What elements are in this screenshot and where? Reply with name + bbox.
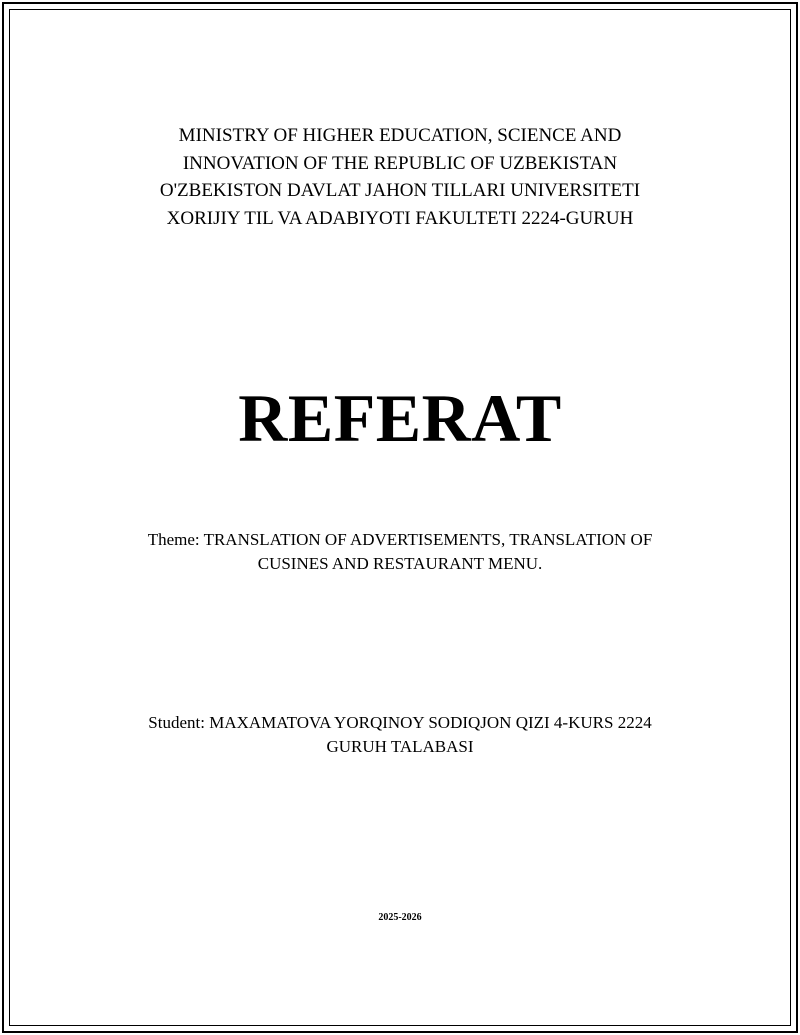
student-line-1: Student: MAXAMATOVA YORQINOY SODIQJON QIZI 4-KURS 2224 bbox=[148, 713, 652, 732]
academic-year: 2025-2026 bbox=[378, 912, 422, 923]
theme-line-1: Theme: TRANSLATION OF ADVERTISEMENTS, TRANSLATION OF bbox=[147, 530, 653, 549]
institution-line-3: O'ZBEKISTON DAVLAT JAHON TILLARI UNIVERSITETI bbox=[159, 180, 641, 201]
institution-line-4: XORIJIY TIL VA ADABIYOTI FAKULTETI 2224-GURUH bbox=[166, 207, 634, 229]
institution-header bbox=[0, 122, 800, 232]
theme-line-2: CUSINES AND RESTAURANT MENU. bbox=[257, 554, 543, 573]
institution-line-2: INNOVATION OF THE REPUBLIC OF UZBEKISTAN bbox=[182, 152, 618, 174]
theme-block bbox=[0, 528, 800, 576]
institution-line-1: MINISTRY OF HIGHER EDUCATION, SCIENCE AND bbox=[178, 125, 622, 146]
student-block bbox=[0, 711, 800, 759]
document-title: REFERAT bbox=[238, 380, 562, 456]
student-line-2: GURUH TALABASI bbox=[326, 737, 474, 756]
